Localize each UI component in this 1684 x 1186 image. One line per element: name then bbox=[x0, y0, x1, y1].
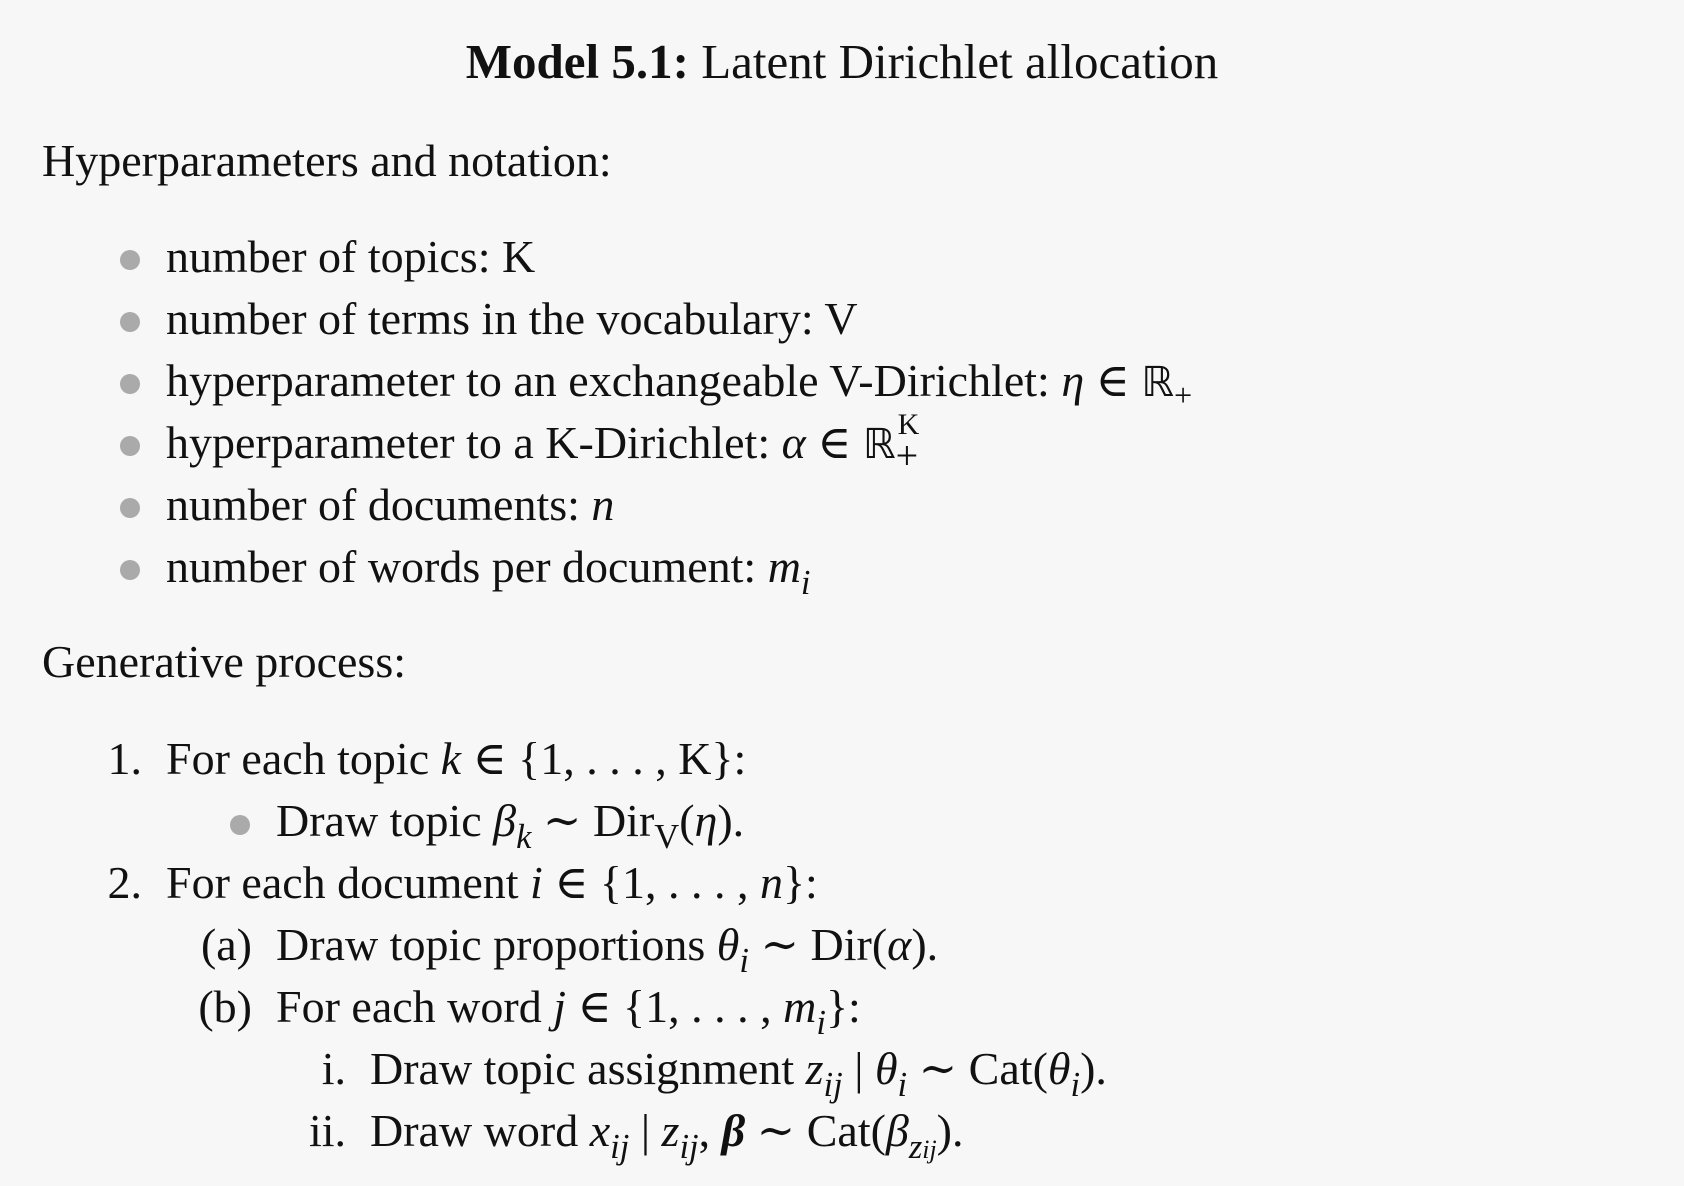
math-m-i: $m_i$ bbox=[767, 541, 811, 603]
list-item: hyperparameter to a K-Dirichlet: α ∈ ℝ K + bbox=[166, 414, 926, 473]
step-2: For each document i ∈ {1, . . . , n}: bbox=[166, 857, 818, 908]
math-eta: η ∈ ℝ$_+$ bbox=[1061, 355, 1193, 414]
list-item: number of documents: n bbox=[166, 479, 615, 530]
bullet-icon bbox=[230, 815, 250, 835]
math-alpha: α ∈ ℝ K + bbox=[781, 408, 920, 478]
math-K: K bbox=[502, 231, 536, 282]
substep-label: (b) bbox=[198, 981, 252, 1032]
bullet-icon bbox=[120, 374, 140, 394]
step-1: For each topic k ∈ {1, . . . , K}: bbox=[166, 733, 747, 784]
list-item: number of topics: K bbox=[166, 231, 536, 282]
step-number: 1. bbox=[107, 733, 142, 784]
bullet-icon bbox=[120, 312, 140, 332]
list-item: number of terms in the vocabulary: V bbox=[166, 293, 858, 344]
math-n: n bbox=[591, 479, 615, 530]
substep-label: i. bbox=[321, 1043, 346, 1094]
model-name: Latent Dirichlet allocation bbox=[701, 34, 1219, 89]
step-2b-ii: Draw word $x_{ij}$ | $z_{ij}$, β ∼ $Cat(\beta_{zij})$. bbox=[370, 1105, 964, 1167]
bullet-icon bbox=[120, 250, 140, 270]
bullet-icon bbox=[120, 498, 140, 518]
step-2a: Draw topic proportions $\theta_i$ ∼ Dir(α). bbox=[276, 919, 939, 981]
substep-label: (a) bbox=[200, 919, 252, 970]
model-number: Model 5.1: bbox=[465, 34, 689, 89]
model-title bbox=[0, 30, 1684, 94]
generative-heading: Generative process: bbox=[42, 636, 407, 687]
bullet-icon bbox=[120, 436, 140, 456]
hyperparameters-heading: Hyperparameters and notation: bbox=[42, 135, 612, 186]
step-2b-i: Draw topic assignment $z_{ij}$ | $\theta_i$ ∼ $Cat(\theta_i)$. bbox=[370, 1043, 1107, 1105]
step-2b: For each word j ∈ {1, . . . , $m_i$}: bbox=[276, 981, 861, 1043]
math-V: V bbox=[824, 293, 858, 344]
bullet-icon bbox=[120, 560, 140, 580]
substep-label: ii. bbox=[308, 1105, 346, 1156]
list-item: number of words per document: $m_i$ bbox=[166, 541, 811, 603]
step-number: 2. bbox=[107, 857, 142, 908]
list-item: hyperparameter to an exchangeable V-Dirichlet: η ∈ ℝ$_+$ bbox=[166, 355, 1193, 414]
step-1-draw-topic: Draw topic $\beta_k$ ∼ Dir$_V$(η). bbox=[276, 795, 745, 857]
